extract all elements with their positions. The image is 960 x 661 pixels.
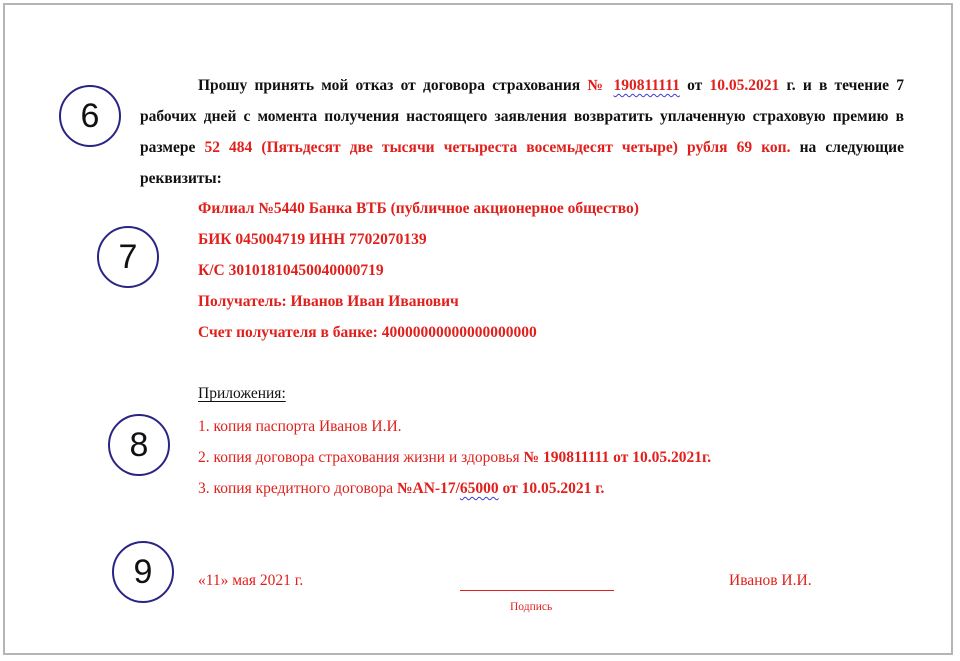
requisite-corr-account: К/С 30101810450040000719 xyxy=(198,262,384,279)
step-marker-8: 8 xyxy=(108,414,170,476)
policy-date: 10.05.2021 xyxy=(709,77,780,94)
attachment-item-3-text: 3. копия кредитного договора xyxy=(198,480,397,497)
request-paragraph xyxy=(140,70,904,194)
requisite-account: Счет получателя в банке: 40000000000000000000 xyxy=(198,324,537,341)
requisite-recipient: Получатель: Иванов Иван Иванович xyxy=(198,293,459,310)
attachment-item-3 xyxy=(198,480,604,498)
attachments-heading: Приложения: xyxy=(198,385,286,402)
attachment-item-3-date: от 10.05.2021 г. xyxy=(498,480,605,497)
attachment-item-3-number-wavy: 65000 xyxy=(459,480,499,497)
requisite-bank: Филиал №5440 Банка ВТБ (публичное акционерное общество) xyxy=(198,200,639,217)
signature-name: Иванов И.И. xyxy=(729,572,812,589)
step-marker-7: 7 xyxy=(97,226,159,288)
step-marker-9: 9 xyxy=(112,541,174,603)
request-text-3: г. и в течение 7 рабочих дней с момента получения настоящего заявления возвратить уплаченную страховую премию в размере xyxy=(140,77,904,156)
request-text-2: от xyxy=(679,77,710,94)
requisite-bik-inn: БИК 045004719 ИНН 7702070139 xyxy=(198,231,427,248)
refund-amount: 52 484 (Пятьдесят две тысячи четыреста восемьдесят четыре) рубля 69 коп. xyxy=(204,139,791,156)
attachment-item-1: 1. копия паспорта Иванов И.И. xyxy=(198,418,402,435)
signature-date: «11» мая 2021 г. xyxy=(198,572,304,589)
attachment-item-2 xyxy=(198,449,711,467)
signature-line xyxy=(460,590,614,591)
attachment-item-2-text: 2. копия договора страхования жизни и здоровья xyxy=(198,449,524,466)
step-marker-6: 6 xyxy=(59,85,121,147)
policy-number: 190811111 xyxy=(613,77,680,94)
signature-caption: Подпись xyxy=(510,601,553,613)
request-text-4: на следующие реквизиты: xyxy=(140,139,904,187)
attachment-item-3-number: №AN-17/ xyxy=(396,480,460,497)
request-text-1: Прошу принять мой отказ от договора страхования xyxy=(198,77,588,94)
policy-number-sign: № xyxy=(587,77,614,94)
attachment-item-2-number: № 190811111 от 10.05.2021г. xyxy=(523,449,712,466)
